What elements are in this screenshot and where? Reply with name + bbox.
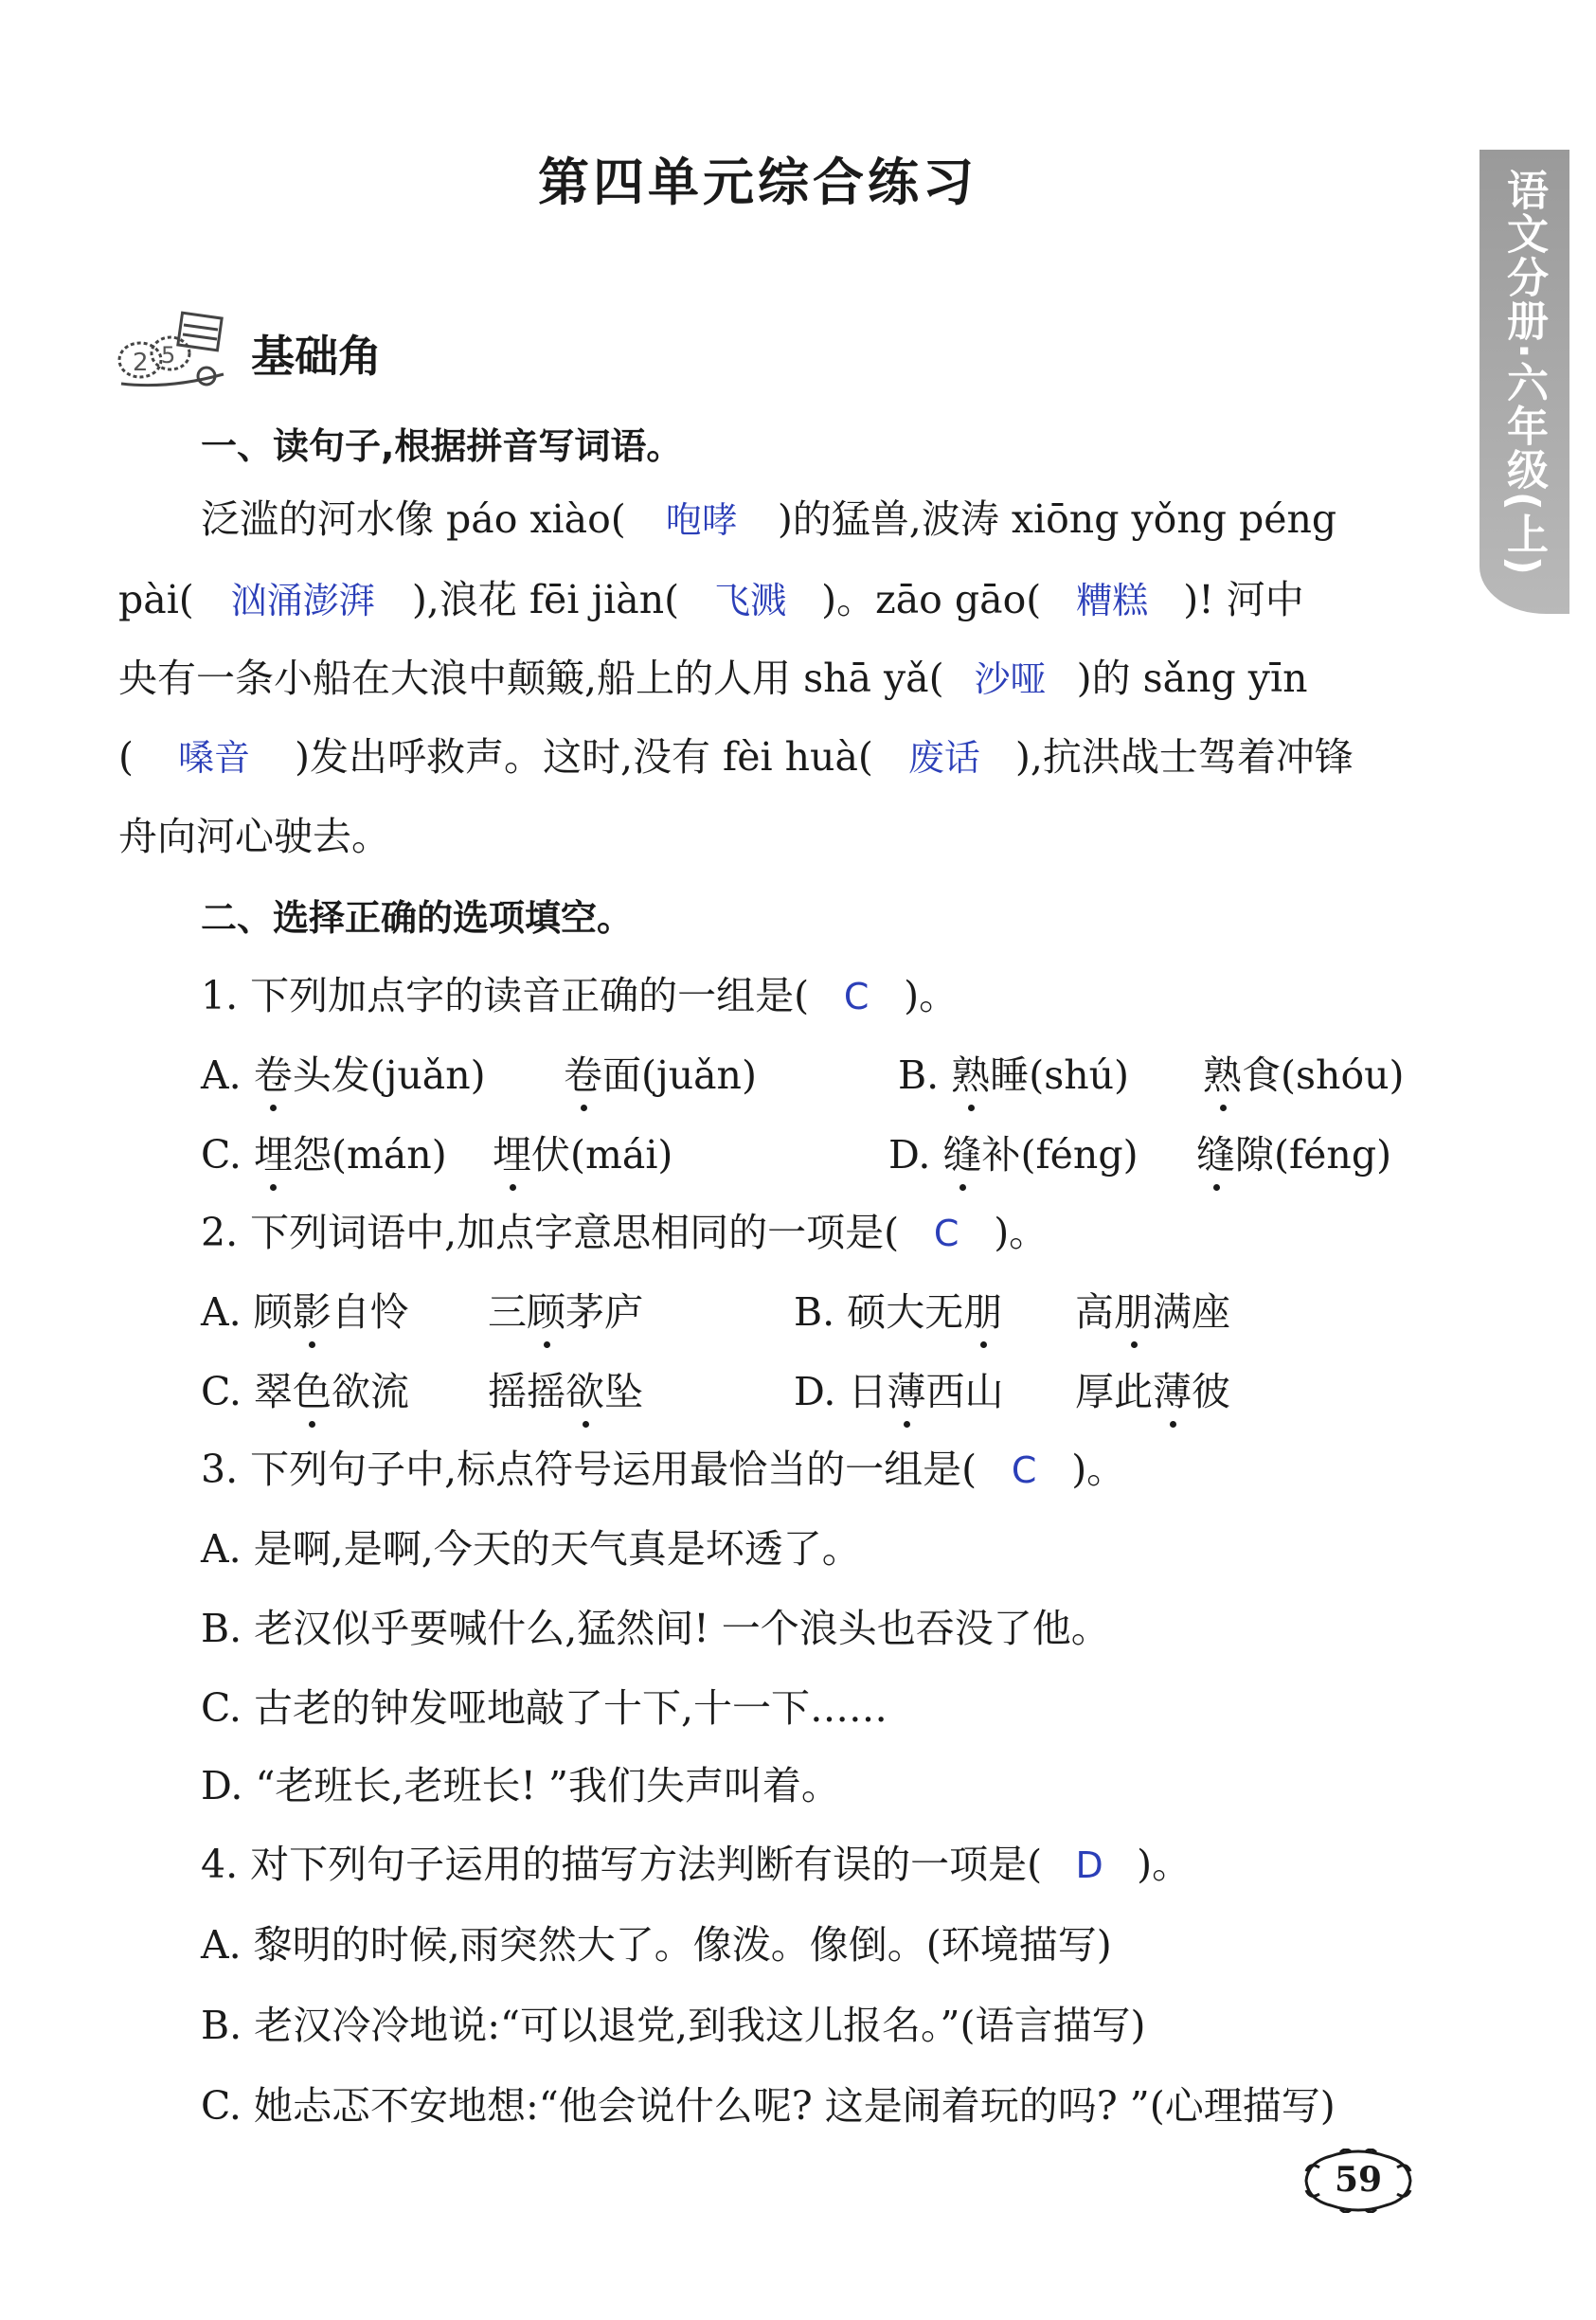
stem-text: )。 — [994, 1210, 1049, 1255]
dotted-char: 色 — [293, 1360, 332, 1416]
dotted-char: 薄 — [887, 1360, 925, 1416]
opt-text: A. — [201, 1052, 254, 1098]
stem-text: )。 — [1071, 1447, 1126, 1492]
opt-text: 彼 — [1192, 1369, 1230, 1414]
text: )的 sǎng yīn — [1076, 656, 1308, 701]
opt-text: B. 硕大无 — [794, 1289, 964, 1335]
opt-text: 满座 — [1153, 1289, 1230, 1335]
dotted-char: 埋 — [493, 1124, 531, 1179]
dotted-char: 影 — [293, 1281, 332, 1337]
q1-line-4 — [118, 726, 1354, 782]
item1-stem — [201, 964, 958, 1020]
item3-stem — [201, 1438, 1125, 1494]
dotted-char: 朋 — [1114, 1281, 1153, 1337]
dotted-char: 卷 — [254, 1044, 293, 1100]
answer-blank[interactable]: 糟糕 — [1076, 580, 1149, 621]
text: )的猛兽,波涛 xiōng yǒng péng — [777, 496, 1337, 542]
text: )。zāo gāo( — [821, 577, 1042, 622]
svg-text:2: 2 — [133, 349, 149, 377]
text: 泛滥的河水像 páo xiào( — [201, 496, 626, 542]
answer-blank[interactable]: C — [843, 976, 870, 1017]
dotted-char: 薄 — [1153, 1360, 1192, 1416]
stem-text: )。 — [1137, 1842, 1192, 1887]
text: )! 河中 — [1183, 577, 1304, 622]
item2-option-d2 — [1075, 1360, 1230, 1416]
opt-text: 补(féng) — [981, 1132, 1139, 1178]
opt-text: 伏(mái) — [531, 1132, 673, 1178]
item2-option-a1 — [201, 1281, 409, 1337]
opt-text: 隙(féng) — [1235, 1132, 1392, 1178]
stem-text: )。 — [904, 973, 959, 1018]
answer-blank[interactable]: 沙哑 — [974, 658, 1047, 700]
stem-text: 2. 下列词语中,加点字意思相同的一项是( — [201, 1210, 900, 1255]
stem-text: 1. 下列加点字的读音正确的一组是( — [201, 973, 810, 1018]
opt-text: B. — [898, 1052, 952, 1098]
text: ),浪花 fēi jiàn( — [411, 577, 680, 622]
item3-option-b: B. 老汉似乎要喊什么,猛然间! 一个浪头也吞没了他。 — [201, 1606, 1110, 1651]
page-title: 第四单元综合练习 — [538, 152, 977, 212]
dotted-char: 欲 — [565, 1360, 604, 1416]
answer-blank[interactable]: 咆哮 — [665, 499, 738, 541]
item2-option-b1 — [794, 1281, 1002, 1337]
dotted-char: 熟 — [1203, 1044, 1242, 1100]
item1-option-d1 — [888, 1124, 1139, 1179]
item1-option-c1 — [201, 1124, 447, 1179]
opt-text: 西山 — [925, 1369, 1004, 1414]
text: ( — [118, 734, 134, 780]
answer-blank[interactable]: 嗓音 — [177, 737, 250, 779]
item3-option-c: C. 古老的钟发哑地敲了十下,十一下…… — [201, 1685, 888, 1731]
opt-text: 茅庐 — [565, 1289, 643, 1335]
stem-text: 3. 下列句子中,标点符号运用最恰当的一组是( — [201, 1447, 977, 1492]
opt-text: 坠 — [604, 1369, 643, 1414]
q1-line-2 — [118, 568, 1304, 624]
opt-text: 面(juǎn) — [602, 1052, 757, 1098]
item1-option-a1 — [201, 1044, 486, 1100]
dotted-char: 埋 — [254, 1124, 293, 1179]
item4-option-b: B. 老汉冷冷地说:“可以退党,到我这儿报名。”(语言描写) — [201, 2003, 1146, 2048]
dotted-char: 熟 — [951, 1044, 990, 1100]
item1-option-b1 — [898, 1044, 1129, 1100]
opt-text: 食(shóu) — [1242, 1052, 1405, 1098]
opt-text: 睡(shú) — [990, 1052, 1130, 1098]
dotted-char: 缝 — [942, 1124, 981, 1179]
dotted-char: 缝 — [1196, 1124, 1235, 1179]
answer-blank[interactable]: D — [1075, 1844, 1103, 1886]
opt-text: 厚此 — [1075, 1369, 1153, 1414]
item4-option-c: C. 她忐忑不安地想:“他会说什么呢? 这是闹着玩的吗? ”(心理描写) — [201, 2083, 1336, 2129]
text: ),抗洪战士驾着冲锋 — [1014, 734, 1354, 780]
text: pài( — [118, 577, 194, 622]
answer-blank[interactable]: C — [933, 1213, 959, 1254]
opt-text: D. 日 — [794, 1369, 888, 1414]
q2-heading: 二、选择正确的选项填空。 — [201, 897, 634, 939]
item1-option-b2 — [1203, 1044, 1405, 1100]
item4-option-a: A. 黎明的时候,雨突然大了。像泼。像倒。(环境描写) — [201, 1922, 1112, 1968]
item2-option-c2 — [488, 1360, 643, 1416]
opt-text: 三 — [488, 1289, 527, 1335]
item2-option-b2 — [1075, 1281, 1230, 1337]
opt-text: 高 — [1075, 1289, 1114, 1335]
q1-line-1 — [201, 488, 1336, 544]
text: 央有一条小船在大浪中颠簸,船上的人用 shā yǎ( — [118, 656, 944, 701]
item2-option-c1 — [201, 1360, 409, 1416]
opt-text: C. 翠 — [201, 1369, 293, 1414]
dotted-char: 卷 — [564, 1044, 602, 1100]
dotted-char: 朋 — [963, 1281, 1002, 1337]
svg-text:5: 5 — [161, 342, 176, 369]
q1-line-3 — [118, 647, 1307, 703]
item3-option-d: D. “老班长,老班长! ”我们失声叫着。 — [201, 1763, 840, 1808]
answer-blank[interactable]: C — [1011, 1449, 1037, 1491]
item2-option-a2 — [488, 1281, 643, 1337]
dotted-char: 顾 — [527, 1281, 565, 1337]
opt-text: 自怜 — [331, 1289, 409, 1335]
item1-option-a2 — [564, 1044, 757, 1100]
opt-text: D. — [888, 1132, 943, 1178]
answer-blank[interactable]: 废话 — [907, 737, 980, 779]
opt-text: 摇摇 — [488, 1369, 565, 1414]
q1-line-5: 舟向河心驶去。 — [118, 814, 390, 859]
item1-option-c2 — [493, 1124, 672, 1179]
item1-option-d2 — [1196, 1124, 1391, 1179]
section-heading: 基础角 — [251, 331, 382, 382]
opt-text: A. 顾 — [201, 1289, 293, 1335]
item3-option-a: A. 是啊,是啊,今天的天气真是坏透了。 — [201, 1526, 861, 1572]
item4-stem — [201, 1833, 1191, 1889]
page-number: 59 — [1334, 2160, 1383, 2200]
opt-text: 怨(mán) — [292, 1132, 447, 1178]
item2-option-d1 — [794, 1360, 1003, 1416]
q1-heading: 一、读句子,根据拼音写词语。 — [201, 425, 683, 467]
stem-text: 4. 对下列句子运用的描写方法判断有误的一项是( — [201, 1842, 1043, 1887]
opt-text: C. — [201, 1132, 254, 1178]
abacus-icon — [112, 308, 230, 393]
opt-text: 欲流 — [331, 1369, 409, 1414]
text: )发出呼救声。这时,没有 fèi huà( — [295, 734, 873, 780]
side-tab-label: 语文分册·六年级(上) — [1499, 169, 1548, 577]
answer-blank[interactable]: 汹涌澎湃 — [230, 580, 375, 621]
page-number-badge — [1302, 2149, 1414, 2213]
item2-stem — [201, 1201, 1048, 1257]
opt-text: 头发(juǎn) — [292, 1052, 486, 1098]
answer-blank[interactable]: 飞溅 — [714, 580, 787, 621]
